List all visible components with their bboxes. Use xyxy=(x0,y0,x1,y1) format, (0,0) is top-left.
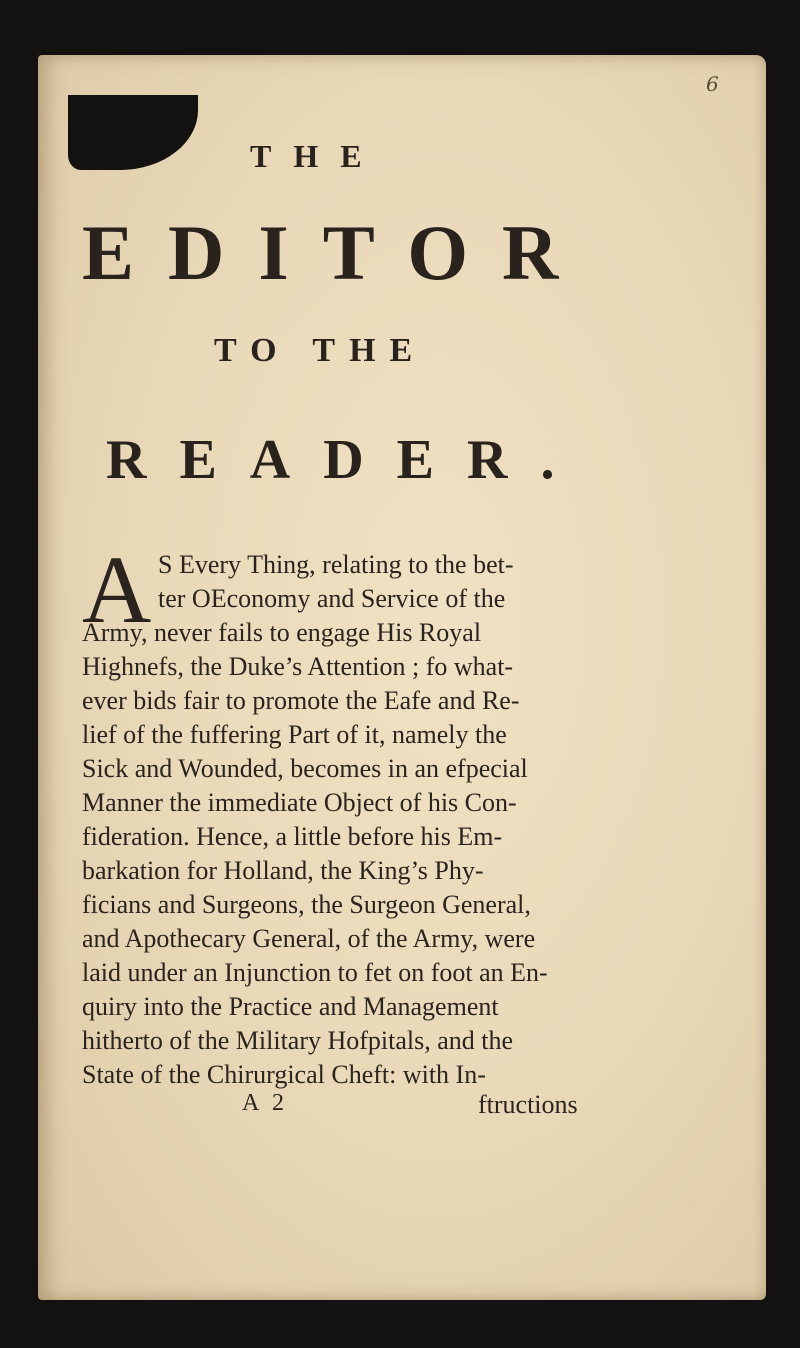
text-line: ter OEconomy and Service of the xyxy=(158,584,506,613)
text-line: barkation for Holland, the King’s Phy- xyxy=(82,856,484,885)
catchword: ftructions xyxy=(478,1090,578,1119)
text-line: S Every Thing, relating to the bet- xyxy=(158,550,514,579)
text-line: Highnefs, the Duke’s Attention ; fo what- xyxy=(82,652,514,681)
text-line: lief of the fuffering Part of it, namely the xyxy=(82,720,507,749)
text-line: and Apothecary General, of the Army, were xyxy=(82,924,536,953)
text-line: Manner the immediate Object of his Con- xyxy=(82,788,517,817)
text-line: ficians and Surgeons, the Surgeon General, xyxy=(82,890,531,919)
title-reader: READER. xyxy=(106,429,588,491)
text-line: Sick and Wounded, becomes in an efpecial xyxy=(82,754,528,783)
text-line: quiry into the Practice and Management xyxy=(82,992,499,1021)
text-line: ever bids fair to promote the Eafe and Re- xyxy=(82,686,520,715)
drop-cap: A xyxy=(82,536,152,643)
text-line: Army, never fails to engage His Royal xyxy=(82,618,482,647)
signature-mark: A 2 xyxy=(242,1090,285,1116)
page-number: 6 xyxy=(706,72,719,96)
title-to-the: TO THE xyxy=(214,332,427,369)
title-editor: EDITOR xyxy=(82,209,593,296)
text-line: fideration. Hence, a little before his Em- xyxy=(82,822,503,851)
page-damage xyxy=(68,95,198,170)
text-line: State of the Chirurgical Cheft: with In- xyxy=(82,1060,486,1089)
title-the: THE xyxy=(250,138,384,174)
text-line: hitherto of the Military Hofpitals, and the xyxy=(82,1026,514,1055)
text-line: laid under an Injunction to fet on foot an En- xyxy=(82,958,548,987)
